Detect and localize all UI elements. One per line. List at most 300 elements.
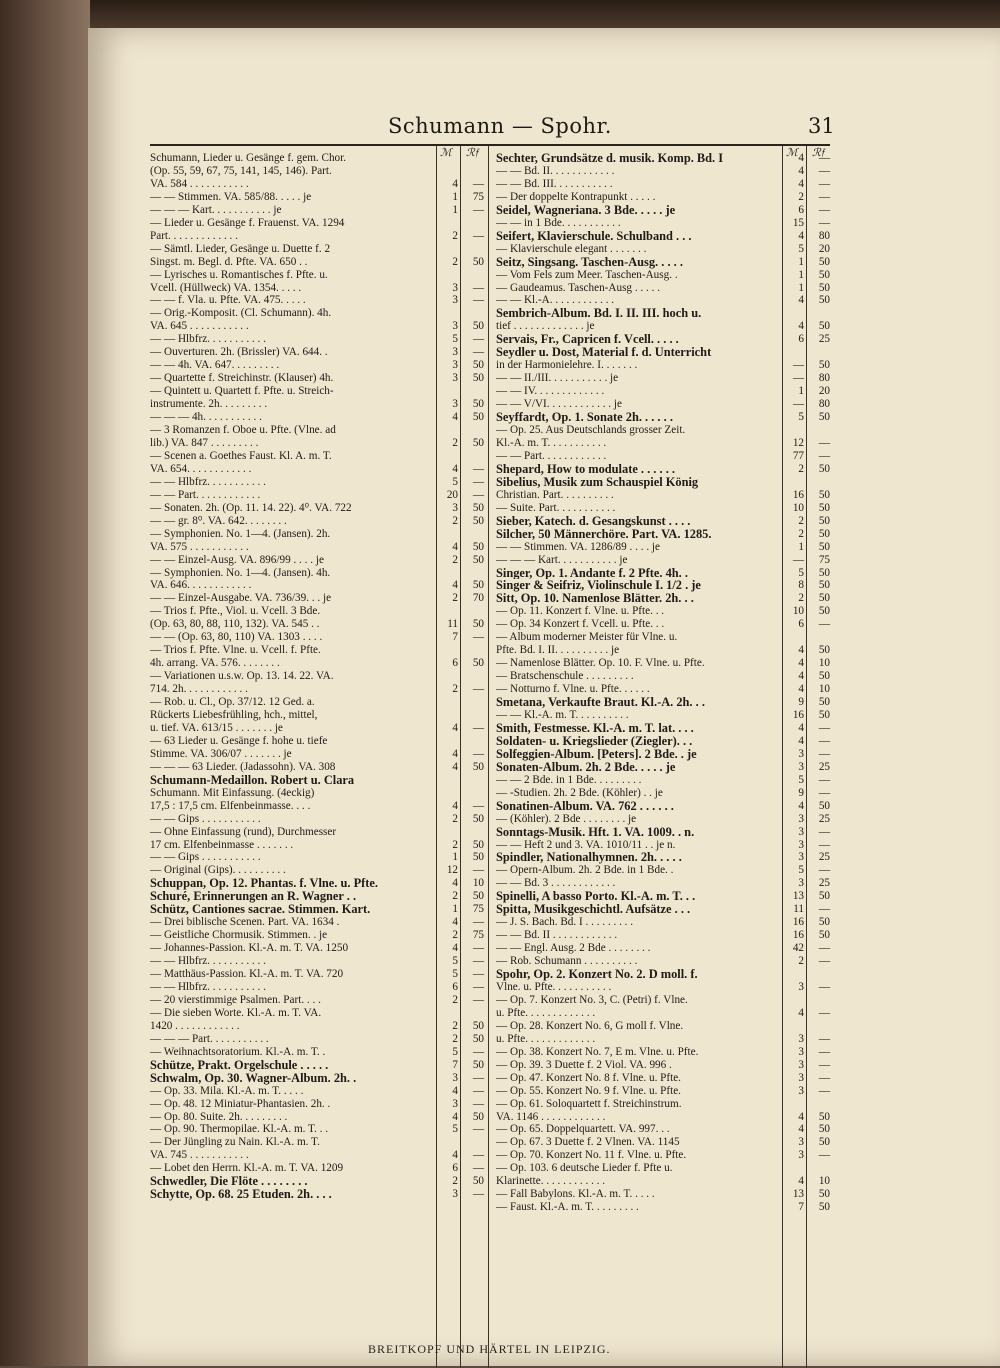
entry-price-mark: 8 [798,579,804,592]
entry-title: Sibelius, Musik zum Schauspiel König [496,475,699,489]
entry-price-pf: 50 [818,670,830,683]
entry-title: — Variationen u.s.w. Op. 13. 14. 22. VA. [150,670,334,683]
entry-price-mark: 4 [452,540,458,553]
entry-price-mark: 4 [452,1084,458,1097]
entry-title: — — Bd. II . . . . . . . . . . . . [496,929,618,942]
entry-price-mark: 7 [452,1058,458,1071]
entry-title: — Op. 25. Aus Deutschlands grosser Zeit. [496,424,686,437]
entry-title: — — Stimmen. VA. 585/88. . . . . je [150,190,312,203]
entry-price-pf: — [818,164,830,177]
catalog-entry [150,178,484,191]
entry-price-mark: 2 [452,1019,458,1032]
entry-title: — Scenen a. Goethes Faust. Kl. A. m. T. [150,449,332,462]
catalog-entry [150,955,484,968]
entry-price-mark: 4 [798,1006,804,1019]
entry-price-pf: — [818,721,830,734]
entry-title: — Op. 47. Konzert No. 8 f. Vlne. u. Pfte. [496,1071,681,1084]
entry-title: VA. 645 . . . . . . . . . . . [150,320,249,333]
catalog-entry [150,320,484,333]
entry-price-mark: 11 [447,618,458,631]
entry-price-pf: 50 [472,1058,484,1071]
catalog-entry [496,359,830,372]
catalog-entry [496,541,830,554]
entry-price-mark: 3 [798,1071,804,1084]
catalog-entry [496,981,830,994]
entry-title: — (Köhler). 2 Bde . . . . . . . . je [496,812,637,825]
entry-price-mark: 15 [792,216,804,229]
entry-price-mark: 4 [798,1175,804,1188]
entry-title: — — V/VI. . . . . . . . . . . . je [496,398,622,411]
entry-price-pf: — [472,203,484,216]
entry-price-pf: 50 [472,411,484,424]
entry-price-mark: 11 [793,903,804,916]
catalog-entry [150,217,484,230]
left-column [150,152,484,1201]
entry-price-pf: — [818,773,830,786]
catalog-entry [150,424,484,437]
entry-title: — Rob. Schumann . . . . . . . . . . [496,955,638,968]
catalog-entry [496,489,830,502]
entry-price-mark: 1 [798,281,804,294]
catalog-entry [150,230,484,243]
entry-price-mark: 2 [452,1032,458,1045]
entry-title: Spitta, Musikgeschichtl. Aufsätze . . . [496,903,691,917]
entry-price-mark: 3 [798,838,804,851]
entry-price-mark: 3 [798,1058,804,1071]
entry-title: u. Pfte. . . . . . . . . . . . . [496,1006,596,1019]
entry-price-mark: 3 [452,398,458,411]
entry-price-pf: 75 [818,553,830,566]
entry-price-mark: 2 [452,553,458,566]
entry-title: — Rob. u. Cl., Op. 37/12. 12 Ged. a. [150,696,315,709]
catalog-entry [496,450,830,463]
entry-price-pf: — [818,190,830,203]
catalog-page [88,28,1000,1366]
catalog-entry [496,826,830,839]
catalog-entry [150,1020,484,1033]
catalog-entry [496,385,830,398]
entry-title: — — 4h. VA. 647. . . . . . . . . [150,359,280,372]
entry-price-mark: 1 [798,540,804,553]
catalog-entry [496,398,830,411]
currency-pf-right: ℛ𝔣 [812,146,825,159]
entry-price-pf: — [472,281,484,294]
catalog-entry [150,489,484,502]
catalog-entry [496,864,830,877]
entry-title: — — Hlbfrz. . . . . . . . . . . [150,333,266,346]
entry-title: Spinelli, A basso Porto. Kl.-A. m. T. . . [496,890,696,904]
entry-title: — Fall Babylons. Kl.-A. m. T. . . . . [496,1188,655,1201]
entry-price-pf: — [472,475,484,488]
entry-title: — — Kl.-A. . . . . . . . . . . . [496,294,615,307]
entry-title: Sechter, Grundsätze d. musik. Komp. Bd. I [496,152,724,165]
catalog-entry [496,696,830,709]
entry-title: — Quintett u. Quartett f. Pfte. u. Streich- [150,385,334,398]
entry-price-pf: 50 [472,553,484,566]
entry-price-mark: 1 [798,268,804,281]
entry-price-pf: — [818,152,830,164]
entry-price-pf: — [472,1188,484,1201]
entry-title: Schuppan, Op. 12. Phantas. f. Vlne. u. Pfte. [150,877,379,891]
entry-title: Pfte. Bd. I. II. . . . . . . . . . je [496,644,620,657]
entry-title: — — — Part. . . . . . . . . . . [150,1032,269,1045]
entry-price-mark: 4 [798,164,804,177]
entry-title: — — (Op. 63, 80, 110) VA. 1303 . . . . [150,631,323,644]
entry-title: — Original (Gips). . . . . . . . . . [150,864,286,877]
entry-title: Solfeggien-Album. [Peters]. 2 Bde. . je [496,747,697,761]
entry-price-pf: — [818,1006,830,1019]
catalog-entry [150,1175,484,1188]
catalog-entry [496,929,830,942]
catalog-entry [150,1046,484,1059]
entry-title: — Op. 90. Thermopilae. Kl.-A. m. T. . . [150,1123,329,1136]
entry-title: — Ouverturen. 2h. (Brissler) VA. 644. . [150,346,328,359]
catalog-entry [496,372,830,385]
entry-title: — — Bd. II. . . . . . . . . . . . [496,164,615,177]
entry-title: — — 2 Bde. in 1 Bde. . . . . . . . . [496,773,642,786]
entry-price-mark: 5 [798,864,804,877]
publisher-footer: BREITKOPF UND HÄRTEL IN LEIPZIG. [368,1342,611,1356]
entry-title: Schwedler, Die Flöte . . . . . . . . [150,1175,308,1189]
entry-price-mark: 16 [792,929,804,942]
entry-price-mark: 2 [798,514,804,527]
entry-price-pf: 50 [818,488,830,501]
entry-price-mark: 4 [798,294,804,307]
entry-title: — 63 Lieder u. Gesänge f. hohe u. tiefe [150,734,328,747]
entry-title: Silcher, 50 Männerchöre. Part. VA. 1285. [496,527,712,541]
entry-price-pf: 10 [472,877,484,890]
column-divider [488,146,489,1368]
catalog-entry [496,877,830,890]
entry-price-mark: 12 [792,436,804,449]
catalog-entry [496,813,830,826]
entry-title: — Symphonien. No. 1—4. (Jansen). 4h. [150,566,331,579]
entry-price-mark: 4 [798,229,804,242]
catalog-entry [150,256,484,269]
catalog-entry [150,787,484,800]
catalog-entry [150,631,484,644]
entry-price-pf: 50 [818,890,830,903]
book-binding [0,0,90,1366]
entry-price-pf: — [472,968,484,981]
entry-title: — — in 1 Bde. . . . . . . . . . . [496,216,621,229]
catalog-entry [496,230,830,243]
catalog-entry [150,774,484,787]
entry-price-pf: — [472,942,484,955]
entry-price-pf: — [818,1058,830,1071]
entry-title: Vcell. (Hüllweck) VA. 1354. . . . . [150,281,302,294]
entry-price-pf: 20 [818,242,830,255]
entry-price-pf: — [818,942,830,955]
header-rule [150,144,830,146]
entry-price-pf: 50 [818,359,830,372]
catalog-entry [150,307,484,320]
entry-price-pf: 50 [818,268,830,281]
catalog-entry [496,722,830,735]
entry-title: Singst. m. Begl. d. Pfte. VA. 650 . . [150,255,308,268]
entry-price-pf: 80 [818,372,830,385]
entry-price-pf: — [472,177,484,190]
entry-title: — Quartette f. Streichinstr. (Klauser) 4h. [150,372,334,385]
entry-price-pf: 50 [818,579,830,592]
entry-title: — Trios f. Pfte. Vlne. u. Vcell. f. Pfte. [150,644,321,657]
catalog-entry [496,307,830,320]
entry-price-mark: 5 [798,566,804,579]
entry-price-mark: — [792,372,804,385]
catalog-entry [496,955,830,968]
catalog-entry [496,191,830,204]
entry-title: — — Gips . . . . . . . . . . . [150,812,261,825]
catalog-entry [150,204,484,217]
entry-title: — — gr. 8⁰. VA. 642. . . . . . . . [150,514,287,527]
entry-price-mark: 4 [798,177,804,190]
entry-title: 4h. arrang. VA. 576. . . . . . . . [150,657,280,670]
catalog-entry [150,722,484,735]
catalog-entry [496,502,830,515]
entry-price-pf: 50 [472,1019,484,1032]
entry-title: — Matthäus-Passion. Kl.-A. m. T. VA. 720 [150,968,344,981]
entry-title: — Faust. Kl.-A. m. T. . . . . . . . . [496,1201,639,1214]
entry-price-mark: 2 [798,955,804,968]
catalog-entry [150,528,484,541]
entry-title: u. Pfte. . . . . . . . . . . . . [496,1032,596,1045]
entry-price-pf: 80 [818,398,830,411]
entry-title: Sonatinen-Album. VA. 762 . . . . . . [496,799,674,813]
entry-price-pf: 25 [818,333,830,346]
entry-title: Spindler, Nationalhymnen. 2h. . . . . [496,851,682,865]
entry-price-pf: — [818,903,830,916]
catalog-entry [496,204,830,217]
catalog-entry [496,424,830,437]
catalog-entry [150,152,484,165]
entry-price-mark: 3 [452,294,458,307]
catalog-entry [496,942,830,955]
entry-title: — — f. Vla. u. Pfte. VA. 475. . . . . [150,294,306,307]
entry-title: — Lyrisches u. Romantisches f. Pfte. u. [150,268,328,281]
entry-price-pf: 50 [818,281,830,294]
entry-price-mark: 3 [452,372,458,385]
entry-price-mark: 3 [798,1032,804,1045]
entry-price-pf: — [818,825,830,838]
entry-title: Kl.-A. m. T. . . . . . . . . . . [496,436,607,449]
entry-title: Seifert, Klavierschule. Schulband . . . [496,229,692,243]
entry-title: — — Stimmen. VA. 1286/89 . . . . je [496,540,660,553]
entry-price-mark: 4 [798,683,804,696]
catalog-entry [496,1149,830,1162]
entry-title: — Der Jüngling zu Nain. Kl.-A. m. T. [150,1136,320,1149]
entry-title: — Ohne Einfassung (rund), Durchmesser [150,825,337,838]
entry-price-pf: 50 [472,1032,484,1045]
entry-price-mark: 13 [792,1188,804,1201]
entry-title: — Op. 103. 6 deutsche Lieder f. Pfte u. [496,1162,673,1175]
entry-price-mark: 3 [798,1149,804,1162]
entry-title: — Op. 65. Doppelquartett. VA. 997. . . [496,1123,670,1136]
entry-price-pf: 20 [818,385,830,398]
entry-price-pf: — [472,955,484,968]
catalog-entry [150,502,484,515]
entry-price-pf: 50 [472,760,484,773]
entry-price-mark: 3 [798,1084,804,1097]
catalog-entry [150,191,484,204]
entry-title: Vlne. u. Pfte. . . . . . . . . . . [496,981,612,993]
entry-price-mark: 2 [452,436,458,449]
catalog-entry [150,826,484,839]
catalog-entry [496,774,830,787]
entry-title: — Op. 67. 3 Duette f. 2 Vlnen. VA. 1145 [496,1136,680,1149]
right-column [496,152,830,1214]
catalog-entry [496,282,830,295]
entry-title: — — Kl.-A. m. T. . . . . . . . . . [496,708,629,721]
entry-price-mark: 5 [452,1123,458,1136]
catalog-entry [496,851,830,864]
entry-title: Smetana, Verkaufte Braut. Kl.-A. 2h. . . [496,696,705,709]
catalog-entry [496,1033,830,1046]
catalog-entry [150,372,484,385]
entry-title: Sieber, Katech. d. Gesangskunst . . . . [496,514,691,528]
catalog-entry [150,800,484,813]
catalog-entry [150,839,484,852]
entry-price-mark: 2 [452,683,458,696]
entry-price-pf: 10 [818,657,830,670]
catalog-entry [496,178,830,191]
entry-price-mark: 12 [446,864,458,877]
catalog-entry [150,929,484,942]
catalog-entry [496,567,830,580]
entry-price-pf: — [472,1097,484,1110]
entry-price-mark: 9 [798,786,804,799]
entry-price-mark: 2 [452,838,458,851]
catalog-entry [496,476,830,489]
catalog-entry [150,1188,484,1201]
catalog-entry [496,515,830,528]
catalog-entry [150,618,484,631]
entry-price-pf: 75 [472,929,484,942]
entry-price-pf: — [472,333,484,346]
entry-price-pf: 50 [818,605,830,618]
entry-price-pf: 10 [818,683,830,696]
catalog-entry [150,282,484,295]
entry-price-pf: 50 [818,644,830,657]
entry-price-pf: 50 [472,320,484,333]
entry-title: Sonntags-Musik. Hft. 1. VA. 1009. . n. [496,825,695,839]
entry-price-pf: — [472,294,484,307]
entry-price-pf: — [472,1162,484,1175]
catalog-entry [150,1162,484,1175]
entry-title: — — IV. . . . . . . . . . . . . [496,385,605,398]
catalog-entry [496,748,830,761]
entry-price-pf: 50 [472,398,484,411]
entry-price-mark: 5 [452,1045,458,1058]
catalog-entry [150,269,484,282]
entry-title: Smith, Festmesse. Kl.-A. m. T. lat. . . . [496,721,694,735]
entry-price-mark: 5 [452,475,458,488]
entry-price-mark: 2 [452,890,458,903]
entry-price-pf: — [818,216,830,229]
entry-price-pf: 50 [818,527,830,540]
entry-price-mark: 16 [792,916,804,929]
entry-title: Seitz, Singsang. Taschen-Ausg. . . . . [496,255,683,269]
catalog-entry [150,1085,484,1098]
entry-price-mark: 4 [798,721,804,734]
entry-price-mark: 7 [452,631,458,644]
entry-price-mark: 4 [798,799,804,812]
entry-price-mark: 2 [452,592,458,605]
entry-price-mark: 4 [798,1123,804,1136]
entry-title: — Op. 70. Konzert No. 11 f. Vlne. u. Pfte. [496,1149,687,1162]
entry-title: — Orig.-Komposit. (Cl. Schumann). 4h. [150,307,332,320]
catalog-entry [496,916,830,929]
entry-title: Schütz, Cantiones sacrae. Stimmen. Kart. [150,903,371,917]
entry-price-pf: 50 [472,501,484,514]
entry-price-mark: 16 [792,488,804,501]
entry-price-pf: — [818,981,830,993]
entry-title: — Sämtl. Lieder, Gesänge u. Duette f. 2 [150,242,331,255]
entry-price-mark: 3 [798,877,804,890]
catalog-entry [150,709,484,722]
entry-price-pf: 50 [472,657,484,670]
catalog-entry [496,735,830,748]
entry-price-pf: — [818,618,830,631]
entry-title: Christian. Part. . . . . . . . . . [496,488,614,501]
catalog-entry [150,851,484,864]
catalog-entry [150,942,484,955]
entry-price-pf: — [472,864,484,877]
entry-title: Soldaten- u. Kriegslieder (Ziegler). . . [496,734,693,748]
entry-title: Schütze, Prakt. Orgelschule . . . . . [150,1058,329,1072]
entry-price-pf: — [818,1071,830,1084]
entry-price-pf: — [818,747,830,760]
entry-price-pf: — [818,436,830,449]
entry-title: — -Studien. 2h. 2 Bde. (Köhler) . . je [496,786,663,799]
catalog-entry [496,1188,830,1201]
entry-title: Schuré, Erinnerungen an R. Wagner . . [150,890,357,904]
entry-price-mark: 4 [452,579,458,592]
entry-title: — Op. 61. Soloquartett f. Streichinstrum. [496,1097,682,1110]
entry-title: Sembrich-Album. Bd. I. II. III. hoch u. [496,307,702,321]
entry-price-mark: 2 [452,255,458,268]
entry-price-pf: — [818,864,830,877]
catalog-entry [150,1059,484,1072]
entry-title: — — Hlbfrz. . . . . . . . . . . [150,981,266,993]
catalog-entry [150,657,484,670]
catalog-entry [150,683,484,696]
entry-price-pf: 50 [818,1110,830,1123]
entry-price-pf: — [472,993,484,1006]
catalog-entry [496,800,830,813]
entry-title: — Weihnachtsoratorium. Kl.-A. m. T. . [150,1045,326,1058]
entry-price-pf: 50 [472,372,484,385]
catalog-entry [150,450,484,463]
entry-title: Seidel, Wagneriana. 3 Bde. . . . . je [496,203,676,217]
entry-title: Sitt, Op. 10. Namenlose Blätter. 2h. . . [496,592,694,606]
entry-title: — Op. 55. Konzert No. 9 f. Vlne. u. Pfte. [496,1084,681,1097]
catalog-entry [150,813,484,826]
entry-price-pf: 25 [818,760,830,773]
entry-price-pf: 25 [818,812,830,825]
entry-price-mark: 6 [452,981,458,993]
entry-price-pf: 50 [818,462,830,475]
page-number: 31 [808,114,835,138]
catalog-entry [150,333,484,346]
entry-price-pf: — [472,1071,484,1084]
entry-price-pf: 50 [472,851,484,864]
entry-price-mark: 2 [452,229,458,242]
catalog-entry [496,437,830,450]
entry-price-mark: 3 [452,1071,458,1084]
entry-title: — Lieder u. Gesänge f. Frauenst. VA. 1294 [150,216,345,229]
catalog-entry [150,165,484,178]
entry-price-pf: 50 [472,540,484,553]
